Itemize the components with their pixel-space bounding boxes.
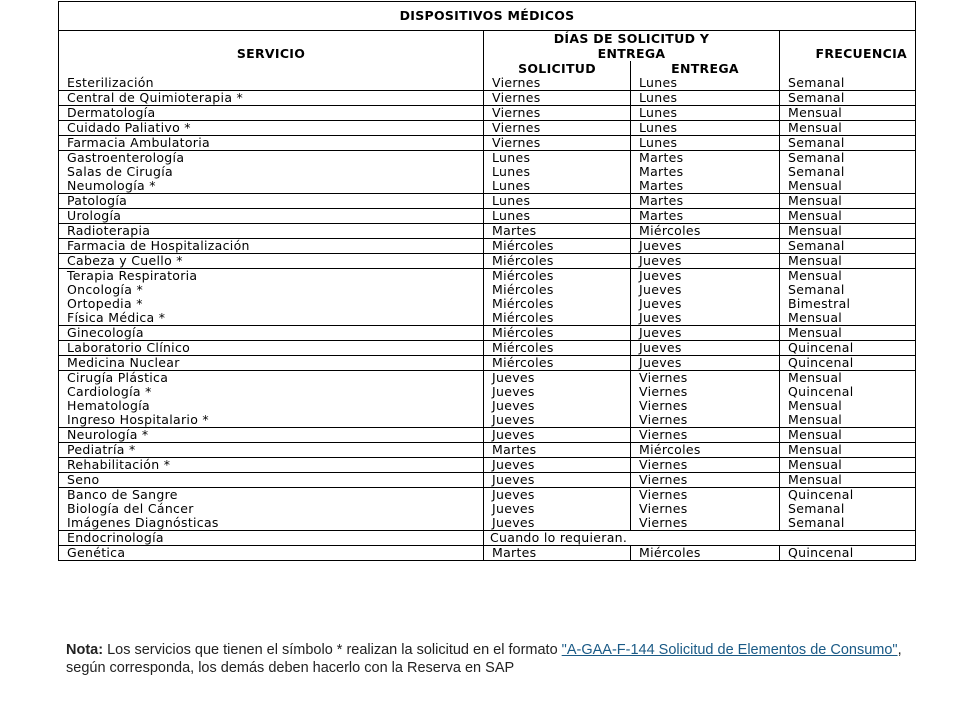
cell-servicio	[59, 224, 484, 239]
header-servicio-label: SERVICIO	[236, 45, 306, 61]
cell-frecuencia	[780, 356, 916, 371]
cell-solicitud	[484, 254, 631, 269]
cell-solicitud	[484, 121, 631, 136]
cell-servicio-text: Dermatología	[67, 105, 156, 120]
cell-frecuencia-text: Mensual	[788, 208, 843, 223]
cell-servicio	[59, 473, 484, 488]
cell-solicitud-text: Jueves	[492, 472, 535, 487]
cell-solicitud	[484, 473, 631, 488]
cell-entrega-text: Martes	[639, 178, 684, 193]
cell-entrega-text: Jueves	[639, 296, 682, 311]
cell-solicitud-text: Jueves	[492, 515, 535, 530]
cell-frecuencia	[780, 371, 916, 428]
cell-solicitud	[484, 443, 631, 458]
cell-frecuencia	[780, 341, 916, 356]
note-text-after: , según corresponda, los demás deben hacerlo con la Reserva en SAP	[66, 642, 902, 676]
cell-servicio-text: Terapia Respiratoria	[67, 268, 198, 283]
cell-entrega	[631, 106, 780, 121]
cell-servicio-text: Patología	[67, 193, 128, 208]
table-row	[59, 356, 916, 371]
cell-servicio-text: Física Médica *	[67, 310, 166, 325]
table-row	[59, 151, 916, 194]
cell-frecuencia-text: Mensual	[788, 253, 843, 268]
cell-solicitud	[484, 488, 631, 531]
cell-entrega-text: Lunes	[639, 76, 678, 90]
cell-entrega-text: Jueves	[639, 310, 682, 325]
cell-frecuencia-text: Mensual	[788, 325, 843, 340]
table-row	[59, 224, 916, 239]
cell-entrega-text: Jueves	[639, 325, 682, 340]
note-text-before: Los servicios que tienen el símbolo * realizan la solicitud en el formato	[103, 642, 562, 658]
cell-entrega-text: Lunes	[639, 90, 678, 105]
cell-entrega-text: Viernes	[639, 501, 688, 516]
cell-frecuencia	[780, 254, 916, 269]
cell-entrega-text: Miércoles	[639, 545, 701, 560]
cell-frecuencia	[780, 443, 916, 458]
cell-frecuencia	[780, 473, 916, 488]
cell-solicitud-text: Miércoles	[492, 238, 554, 253]
cell-solicitud-text: Martes	[492, 223, 537, 238]
cell-servicio	[59, 136, 484, 151]
cell-solicitud-text: Jueves	[492, 501, 535, 516]
table-row	[59, 136, 916, 151]
cell-solicitud	[484, 194, 631, 209]
cell-entrega-text: Viernes	[639, 457, 688, 472]
cell-entrega	[631, 326, 780, 341]
cell-entrega	[631, 239, 780, 254]
cell-entrega-text: Martes	[639, 150, 684, 165]
cell-solicitud-text: Miércoles	[492, 310, 554, 325]
cell-servicio-text: Imágenes Diagnósticas	[67, 515, 219, 530]
cell-servicio	[59, 326, 484, 341]
table-row	[59, 531, 916, 546]
cell-entrega	[631, 194, 780, 209]
cell-servicio-text: Pediatría *	[67, 442, 136, 457]
cell-entrega-text: Jueves	[639, 268, 682, 283]
cell-frecuencia-text: Mensual	[788, 457, 843, 472]
cell-solicitud-text: Martes	[492, 545, 537, 560]
cell-servicio	[59, 546, 484, 561]
cell-solicitud-text: Miércoles	[492, 296, 554, 311]
cell-servicio-text: Biología del Cáncer	[67, 501, 194, 516]
document	[58, 1, 915, 561]
cell-entrega	[631, 428, 780, 443]
cell-entrega-text: Jueves	[639, 238, 682, 253]
cell-frecuencia	[780, 546, 916, 561]
table-row	[59, 473, 916, 488]
cell-solicitud	[484, 91, 631, 106]
header-dias-line2: ENTREGA	[597, 46, 666, 61]
cell-servicio-text: Neurología *	[67, 427, 149, 442]
table-row	[59, 254, 916, 269]
cell-solicitud	[484, 269, 631, 326]
cell-servicio-text: Cirugía Plástica	[67, 370, 169, 385]
cell-servicio-text: Ginecología	[67, 325, 144, 340]
cell-servicio	[59, 121, 484, 136]
cell-solicitud-text: Lunes	[492, 208, 531, 223]
cell-servicio-text: Endocrinología	[67, 530, 164, 545]
cell-servicio-text: Hematología	[67, 398, 150, 413]
cell-solicitud-text: Lunes	[492, 193, 531, 208]
cell-solicitud	[484, 209, 631, 224]
table-row	[59, 209, 916, 224]
cell-servicio	[59, 239, 484, 254]
cell-frecuencia-text: Mensual	[788, 398, 843, 413]
table-row	[59, 546, 916, 561]
cell-entrega-text: Viernes	[639, 515, 688, 530]
cell-frecuencia-text: Semanal	[788, 90, 845, 105]
cell-servicio	[59, 428, 484, 443]
cell-solicitud	[484, 76, 631, 91]
cell-servicio-text: Ingreso Hospitalario *	[67, 412, 209, 427]
cell-frecuencia	[780, 151, 916, 194]
cell-servicio	[59, 458, 484, 473]
cell-merged	[484, 531, 916, 546]
cell-entrega-text: Viernes	[639, 472, 688, 487]
cell-frecuencia	[780, 326, 916, 341]
cell-frecuencia-text: Semanal	[788, 150, 845, 165]
cell-servicio-text: Neumología *	[67, 178, 156, 193]
cell-solicitud	[484, 428, 631, 443]
cell-entrega-text: Martes	[639, 193, 684, 208]
cell-solicitud-text: Miércoles	[492, 268, 554, 283]
cell-servicio-text: Laboratorio Clínico	[67, 340, 191, 355]
cell-merged-text: Cuando lo requieran.	[490, 530, 628, 545]
cell-frecuencia	[780, 76, 916, 91]
cell-frecuencia	[780, 194, 916, 209]
cell-frecuencia	[780, 239, 916, 254]
cell-servicio-text: Banco de Sangre	[67, 487, 178, 502]
cell-entrega-text: Lunes	[639, 105, 678, 120]
cell-servicio-text: Radioterapia	[67, 223, 151, 238]
cell-frecuencia-text: Semanal	[788, 238, 845, 253]
cell-servicio-text: Genética	[67, 545, 126, 560]
cell-frecuencia-text: Mensual	[788, 442, 843, 457]
cell-solicitud-text: Lunes	[492, 178, 531, 193]
cell-frecuencia-text: Mensual	[788, 223, 843, 238]
cell-entrega	[631, 443, 780, 458]
cell-servicio	[59, 269, 484, 326]
header-dias-line1: DÍAS DE SOLICITUD Y	[553, 31, 710, 46]
form-link[interactable]: "A-GAA-F-144 Solicitud de Elementos de Consumo"	[561, 642, 898, 658]
cell-servicio	[59, 76, 484, 91]
cell-solicitud-text: Lunes	[492, 164, 531, 179]
cell-entrega-text: Lunes	[639, 135, 678, 150]
cell-servicio	[59, 488, 484, 531]
cell-entrega	[631, 356, 780, 371]
cell-solicitud	[484, 546, 631, 561]
cell-frecuencia-text: Semanal	[788, 76, 845, 90]
cell-entrega	[631, 371, 780, 428]
cell-solicitud-text: Miércoles	[492, 253, 554, 268]
cell-solicitud-text: Martes	[492, 442, 537, 457]
cell-solicitud-text: Jueves	[492, 370, 535, 385]
cell-frecuencia-text: Mensual	[788, 193, 843, 208]
cell-entrega	[631, 209, 780, 224]
cell-entrega-text: Jueves	[639, 253, 682, 268]
cell-frecuencia-text: Semanal	[788, 135, 845, 150]
cell-solicitud-text: Miércoles	[492, 355, 554, 370]
cell-entrega	[631, 254, 780, 269]
cell-entrega-text: Jueves	[639, 355, 682, 370]
cell-entrega-text: Viernes	[639, 487, 688, 502]
cell-entrega	[631, 458, 780, 473]
cell-solicitud	[484, 106, 631, 121]
cell-frecuencia	[780, 269, 916, 326]
cell-solicitud	[484, 136, 631, 151]
cell-servicio-text: Farmacia de Hospitalización	[67, 238, 250, 253]
cell-solicitud-text: Viernes	[492, 90, 541, 105]
header-frecuencia-label: FRECUENCIA	[815, 45, 908, 61]
cell-solicitud-text: Jueves	[492, 412, 535, 427]
cell-entrega-text: Jueves	[639, 282, 682, 297]
cell-frecuencia	[780, 136, 916, 151]
cell-entrega	[631, 269, 780, 326]
cell-entrega-text: Viernes	[639, 370, 688, 385]
cell-frecuencia-text: Quincenal	[788, 355, 854, 370]
cell-entrega	[631, 473, 780, 488]
table-row	[59, 341, 916, 356]
cell-frecuencia-text: Semanal	[788, 164, 845, 179]
cell-frecuencia-text: Quincenal	[788, 340, 854, 355]
table-row	[59, 239, 916, 254]
cell-entrega-text: Viernes	[639, 412, 688, 427]
cell-solicitud-text: Viernes	[492, 76, 541, 90]
cell-solicitud-text: Viernes	[492, 120, 541, 135]
cell-entrega-text: Miércoles	[639, 442, 701, 457]
cell-frecuencia-text: Semanal	[788, 282, 845, 297]
cell-entrega	[631, 341, 780, 356]
cell-servicio-text: Seno	[67, 472, 100, 487]
cell-servicio-text: Central de Quimioterapia *	[67, 90, 244, 105]
table-row	[59, 326, 916, 341]
cell-solicitud	[484, 458, 631, 473]
cell-servicio	[59, 254, 484, 269]
footnote	[66, 641, 916, 677]
cell-entrega-text: Viernes	[639, 384, 688, 399]
table-row	[59, 194, 916, 209]
cell-frecuencia-text: Mensual	[788, 370, 843, 385]
devices-table	[58, 1, 916, 561]
cell-frecuencia-text: Semanal	[788, 501, 845, 516]
cell-solicitud-text: Miércoles	[492, 340, 554, 355]
cell-frecuencia-text: Mensual	[788, 120, 843, 135]
cell-solicitud-text: Viernes	[492, 135, 541, 150]
cell-servicio-text: Medicina Nuclear	[67, 355, 180, 370]
table-row	[59, 76, 916, 91]
cell-entrega	[631, 76, 780, 91]
cell-frecuencia	[780, 488, 916, 531]
cell-frecuencia-text: Quincenal	[788, 384, 854, 399]
table-title: DISPOSITIVOS MÉDICOS	[59, 2, 916, 31]
cell-frecuencia-text: Semanal	[788, 515, 845, 530]
header-servicio	[59, 31, 484, 77]
cell-frecuencia-text: Mensual	[788, 427, 843, 442]
cell-frecuencia	[780, 428, 916, 443]
cell-entrega	[631, 91, 780, 106]
cell-servicio	[59, 443, 484, 458]
cell-solicitud	[484, 326, 631, 341]
cell-solicitud	[484, 151, 631, 194]
cell-servicio-text: Urología	[67, 208, 122, 223]
cell-servicio-text: Cabeza y Cuello *	[67, 253, 183, 268]
cell-frecuencia-text: Mensual	[788, 105, 843, 120]
cell-entrega-text: Viernes	[639, 398, 688, 413]
table-row	[59, 428, 916, 443]
cell-solicitud-text: Lunes	[492, 150, 531, 165]
cell-servicio-text: Rehabilitación *	[67, 457, 171, 472]
cell-servicio-text: Farmacia Ambulatoria	[67, 135, 210, 150]
table-row	[59, 106, 916, 121]
cell-solicitud	[484, 371, 631, 428]
cell-entrega-text: Martes	[639, 208, 684, 223]
cell-entrega	[631, 488, 780, 531]
table-row	[59, 488, 916, 531]
cell-frecuencia	[780, 224, 916, 239]
cell-frecuencia	[780, 91, 916, 106]
cell-frecuencia-text: Mensual	[788, 310, 843, 325]
table-row	[59, 91, 916, 106]
cell-entrega	[631, 224, 780, 239]
cell-solicitud	[484, 224, 631, 239]
cell-entrega	[631, 136, 780, 151]
cell-servicio	[59, 356, 484, 371]
cell-servicio-text: Ortopedia *	[67, 296, 143, 311]
cell-solicitud-text: Miércoles	[492, 325, 554, 340]
cell-entrega-text: Martes	[639, 164, 684, 179]
cell-servicio	[59, 194, 484, 209]
table-row	[59, 121, 916, 136]
header-solicitud: SOLICITUD	[484, 61, 631, 76]
cell-servicio-text: Salas de Cirugía	[67, 164, 173, 179]
cell-servicio-text: Esterilización	[67, 76, 154, 90]
cell-solicitud-text: Jueves	[492, 487, 535, 502]
cell-entrega-text: Lunes	[639, 120, 678, 135]
cell-servicio-text: Cuidado Paliativo *	[67, 120, 191, 135]
header-entrega: ENTREGA	[631, 61, 780, 76]
cell-frecuencia	[780, 458, 916, 473]
cell-entrega-text: Viernes	[639, 427, 688, 442]
cell-frecuencia-text: Mensual	[788, 268, 843, 283]
table-row	[59, 269, 916, 326]
cell-solicitud-text: Jueves	[492, 427, 535, 442]
cell-servicio	[59, 151, 484, 194]
cell-frecuencia-text: Mensual	[788, 412, 843, 427]
cell-servicio	[59, 371, 484, 428]
cell-frecuencia-text: Bimestral	[788, 296, 851, 311]
cell-entrega-text: Jueves	[639, 340, 682, 355]
cell-frecuencia	[780, 121, 916, 136]
cell-solicitud-text: Viernes	[492, 105, 541, 120]
cell-solicitud-text: Miércoles	[492, 282, 554, 297]
cell-servicio	[59, 209, 484, 224]
cell-servicio-text: Cardiología *	[67, 384, 152, 399]
cell-servicio-text: Gastroenterología	[67, 150, 185, 165]
cell-entrega	[631, 121, 780, 136]
cell-solicitud-text: Jueves	[492, 398, 535, 413]
note-label: Nota:	[66, 642, 104, 658]
header-dias	[484, 31, 780, 62]
cell-frecuencia-text: Quincenal	[788, 487, 854, 502]
cell-frecuencia-text: Quincenal	[788, 545, 854, 560]
cell-solicitud	[484, 341, 631, 356]
cell-frecuencia	[780, 106, 916, 121]
cell-servicio	[59, 531, 484, 546]
cell-solicitud	[484, 356, 631, 371]
cell-servicio-text: Oncología *	[67, 282, 143, 297]
header-frecuencia	[780, 31, 916, 77]
cell-frecuencia	[780, 209, 916, 224]
cell-frecuencia-text: Mensual	[788, 178, 843, 193]
cell-solicitud	[484, 239, 631, 254]
cell-solicitud-text: Jueves	[492, 457, 535, 472]
cell-servicio	[59, 91, 484, 106]
cell-entrega	[631, 151, 780, 194]
cell-frecuencia-text: Mensual	[788, 472, 843, 487]
cell-solicitud-text: Jueves	[492, 384, 535, 399]
cell-servicio	[59, 341, 484, 356]
cell-servicio	[59, 106, 484, 121]
cell-entrega	[631, 546, 780, 561]
table-row	[59, 458, 916, 473]
table-row	[59, 443, 916, 458]
table-row	[59, 371, 916, 428]
cell-entrega-text: Miércoles	[639, 223, 701, 238]
